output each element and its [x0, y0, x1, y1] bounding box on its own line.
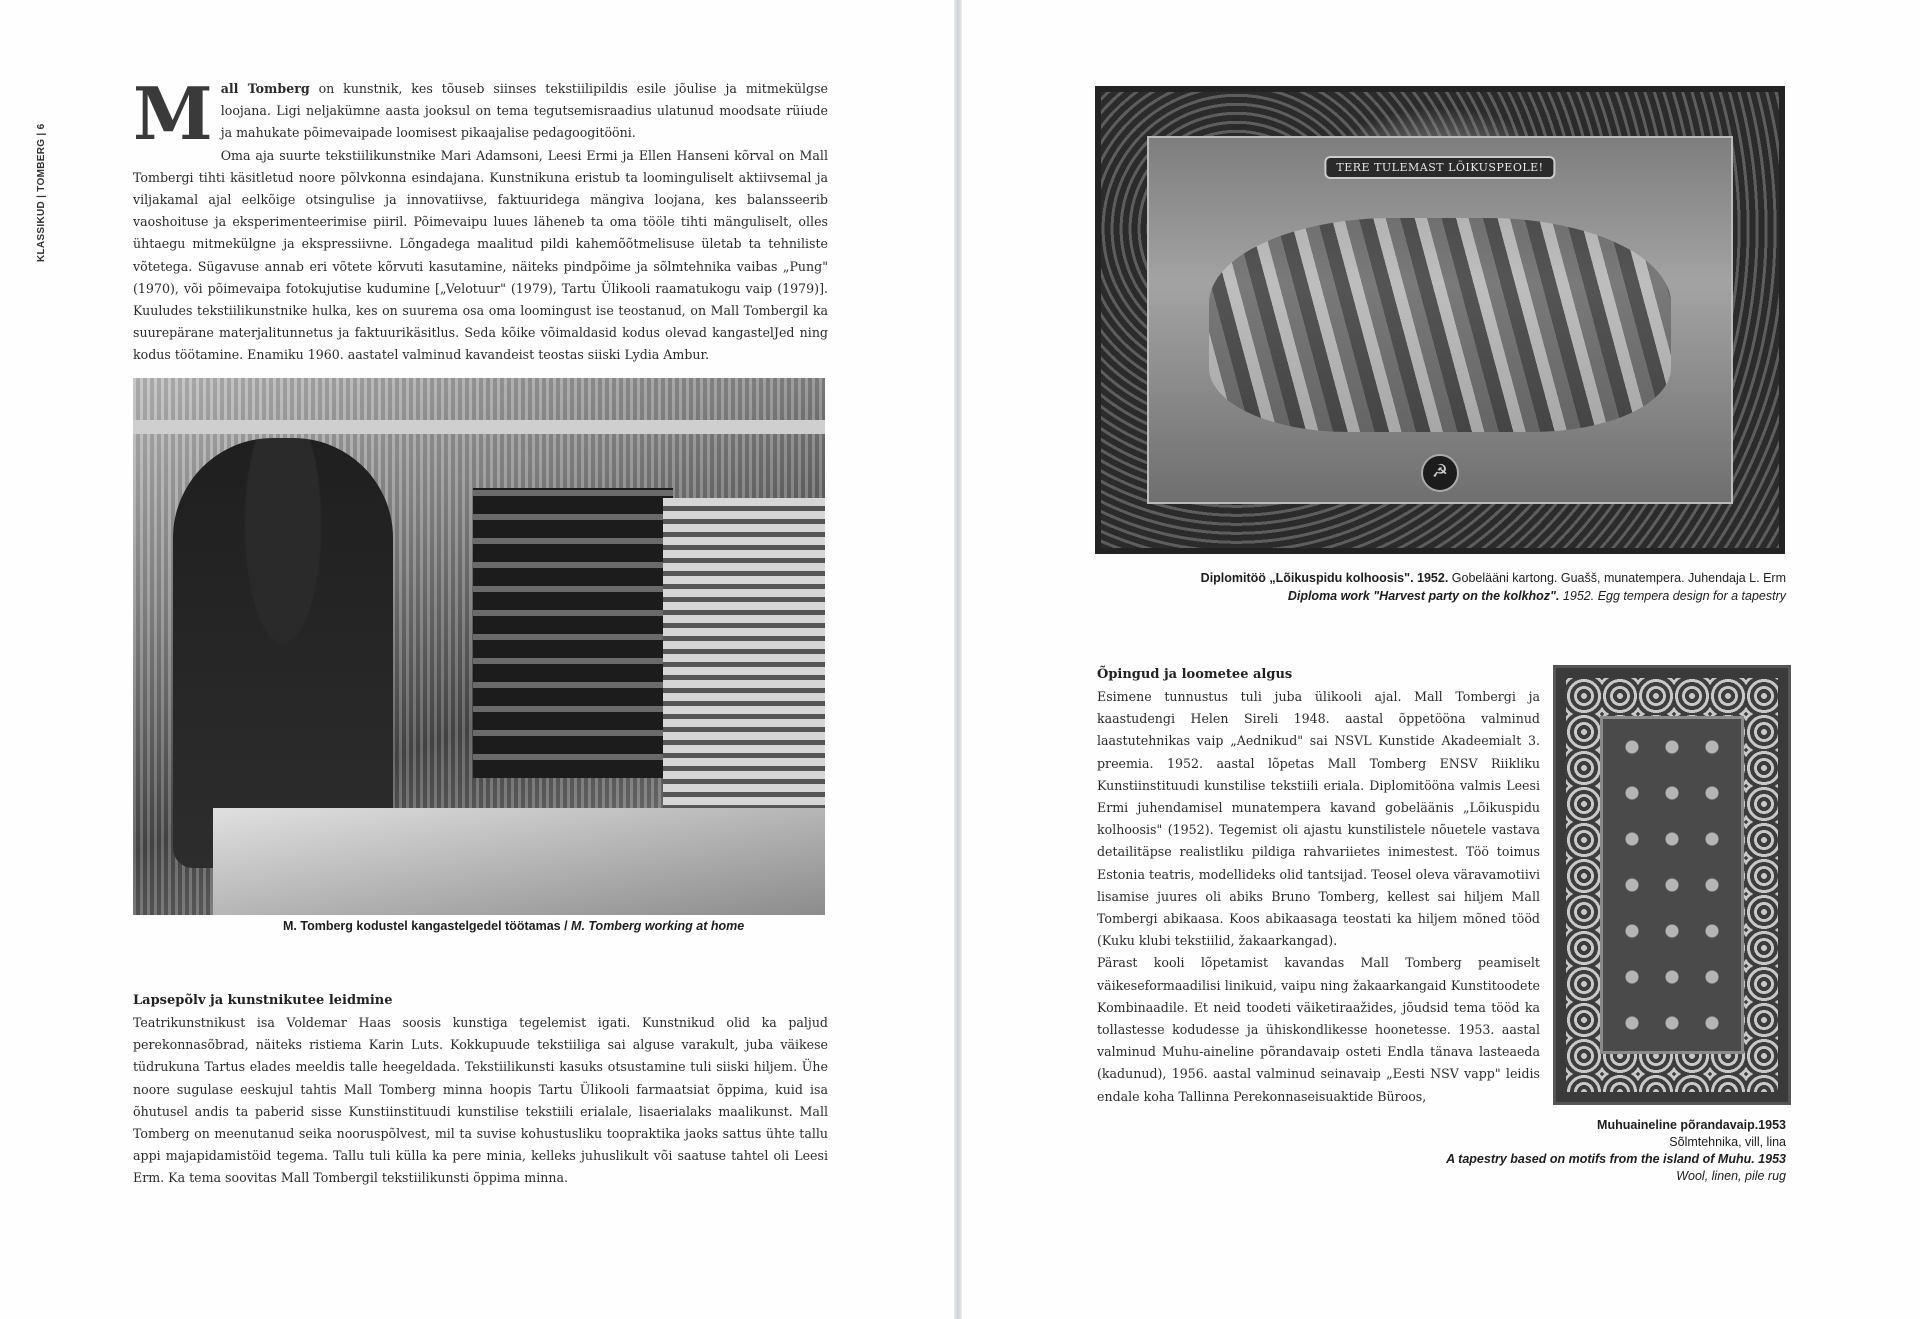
running-head: KLASSIKUD | TOMBERG | 6 [36, 123, 47, 262]
rug-caption-technique: Sõlmtehnika, vill, lina [1669, 1135, 1786, 1149]
loom-beam [133, 420, 825, 434]
rug-field [1600, 716, 1744, 1054]
book-gutter [954, 0, 962, 1319]
rug-caption-english-technique: Wool, linen, pile rug [1676, 1169, 1786, 1183]
section-childhood-heading: Lapsepõlv ja kunstnikutee leidmine [133, 993, 393, 1008]
tapestry-dancers [1209, 218, 1671, 432]
photo-caption-estonian: M. Tomberg kodustel kangastelgedel töötamas / [283, 919, 572, 933]
tapestry-caption-english [1201, 587, 1786, 605]
rug-caption [1446, 1117, 1786, 1185]
weaver-figure [173, 438, 393, 868]
tapestry-image [1095, 86, 1785, 554]
section-studies-heading: Õpingud ja loometee algus [1097, 667, 1293, 682]
tapestry-caption [1201, 569, 1786, 605]
dropcap: M [133, 71, 213, 156]
section-childhood-text: Teatrikunstnikust isa Voldemar Haas soosis kunstiga tegelemist igati. Kunstnikud olid ka paljud perekonnasõbrad, näiteks ristiema Karin Luts. Kokkupuude tekstiiliga sai alguse varakult, juba väikese tüdrukuna Tartus elades meeldis talle heegeldada. Tekstiilikunsti kasuks otsustamine tuli siiski hiljem. Ühe noore sugulase eeskujul tahtis Mall Tomberg minna hoopis Tartu Ülikooli farmaatsiat õppima, kuid isa õhutusel andis ta paberid sisse Kunstiinstituudi kunstilise tekstiili erialale, lisaerialaks maalikunst. Mall Tomberg on meenutanud seika nooruspõlvest, mil ta suvise kohustusliku toopraktika jaoks sattus ühte tallu appi majapidamistöid tegema. Tallu tuli külla ka pere minia, kelleks juhuslikult või saatuse tahtel oli Leesi Erm. Ka tema soovitas Mall Tombergil tekstiilikunsti õppima minna. [133, 1015, 828, 1186]
weaving-photo [133, 378, 825, 915]
rug-caption-title: Muhuaineline põrandavaip.1953 [1597, 1118, 1786, 1132]
section-childhood [133, 990, 828, 1190]
intro-lead-rest: on kunstnik, kes tõuseb siinses tekstiilipildis esile jõulise ja mitmekülgse loojana. Ligi neljakümne aasta jooksul on tema tegutsemisraadius ulatunud moodsate rüiude ja mahukate põimevaipade loomisest pikaajalise pedagoogitööni. [220, 81, 828, 141]
tapestry-caption-title: Diplomitöö „Lõikuspidu kolhoosis". 1952. [1200, 571, 1449, 585]
intro-paragraph: Oma aja suurte tekstiilikunstnike Mari Adamsoni, Leesi Ermi ja Ellen Hanseni kõrval on Mall Tombergi tihti käsitletud noore põlvkonna esindajana. Kunstnikuna eristub ta loominguliselt aktiivsemal ja viljakamal ajal eelkõige otsingulise ja innovatiivse, faktuuridega mängiva loojana, kes balansseerib vaoshoituse ja eksperimenteerimise piiril. Põimevaipu luues läheneb ta oma tööle tihti mänguliselt, olles ühtaegu mitmekülgne ja ekspressiivne. Lõngadega maalitud pildi kahemõõtmelisuse ületab ta tehniliste võtetega. Sügavuse annab eri võtete kõrvuti kasutamine, näiteks pindpõime ja sõlmtehnika vaibas „Pung" (1970), või põimevaipa fotokujutise kudumine [„Velotuur" (1979), Tartu Ülikooli raamatukogu vaip (1979)]. Kuuludes tekstiilikunstnike hulka, kes on suurema osa oma loomingust ise teostanud, on Mall Tombergil ka suurepärane materjalitunnetus ja faktuurikäsitlus. Seda kõike võimaldasid kodus olevad kangastelJed ning kodus töötamine. Enamiku 1960. aastatel valminud kavandeist teostas siiski Lydia Ambur. [133, 147, 828, 363]
intro-lead [133, 71, 828, 156]
tapestry-field [1147, 136, 1733, 504]
striped-weaving [663, 498, 825, 818]
section-studies-paragraph-2: Pärast kooli lõpetamist kavandas Mall Tomberg peamiselt väikeseformaadilisi linikuid, vaipu ning žakaarkangaid Kunstitoodete Kombinaadile. Et neid toodeti väiketiraažides, jõudsid tema tööd ka tollastesse kodudesse ja ühiskondlikesse hoonetesse. 1953. aastal valminud Muhu-aineline põrandavaip osteti Endla tänava lasteaeda (kadunud), 1956. aastal valminud seinavaip „Eesti NSV vapp" leidis endale koha Tallinna Perekonnaseisuaktide Büroos, [1097, 955, 1540, 1104]
tapestry-banner: TERE TULEMAST LÕIKUSPEOLE! [1324, 156, 1555, 179]
intro-lead-bold: all Tomberg [220, 81, 310, 96]
tapestry-caption-english-details: 1952. Egg tempera design for a tapestry [1559, 589, 1786, 603]
photo-caption-english: M. Tomberg working at home [571, 919, 745, 933]
rug-caption-english-title: A tapestry based on motifs from the island of Muhu. 1953 [1446, 1152, 1786, 1166]
muhu-rug-image [1553, 665, 1791, 1105]
photo-caption [283, 919, 744, 933]
tapestry-caption-estonian [1201, 569, 1786, 587]
tapestry-caption-english-title: Diploma work "Harvest party on the kolkhoz". [1287, 589, 1560, 603]
hammer-sickle-icon: ☭ [1421, 454, 1459, 492]
checkered-weaving [473, 488, 673, 778]
section-studies [1097, 664, 1540, 1108]
work-table [213, 808, 825, 915]
tapestry-caption-details: Gobeläänі kartong. Guašš, munatempera. Juhendaja L. Erm [1448, 571, 1786, 585]
intro-text [133, 71, 828, 367]
section-studies-paragraph-1: Esimene tunnustus tuli juba ülikooli ajal. Mall Tombergi ja kaastudengi Helen Sireli 1948. aastal õppetööna valminud laastutehnikas vaip „Aednikud" sai NSVL Kunstide Akadeemialt 3. preemia. 1952. aastal lõpetas Mall Tomberg ENSV Riikliku Kunstiinstituudi kunstilise tekstiili eriala. Diplomitööna valmis Leesi Ermi juhendamisel munatempera kavand gobeläänis „Lõikuspidu kolhoosis" (1952). Tegemist oli ajastu kunstilistele nõuetele vastava detailitäpse realistliku pildiga rahvariietes inimestest. Töö toimus Estonia teatris, modellideks olid tantsijad. Teosel oleva väravamotiivi lisamise juures oli abiks Bruno Tomberg, kellest sai hiljem Mall Tombergi abikaasa. Koos abikaasaga teostati ka hiljem mõned tööd (Kuku klubi tekstiilid, žakaarkangad). [1097, 689, 1540, 949]
